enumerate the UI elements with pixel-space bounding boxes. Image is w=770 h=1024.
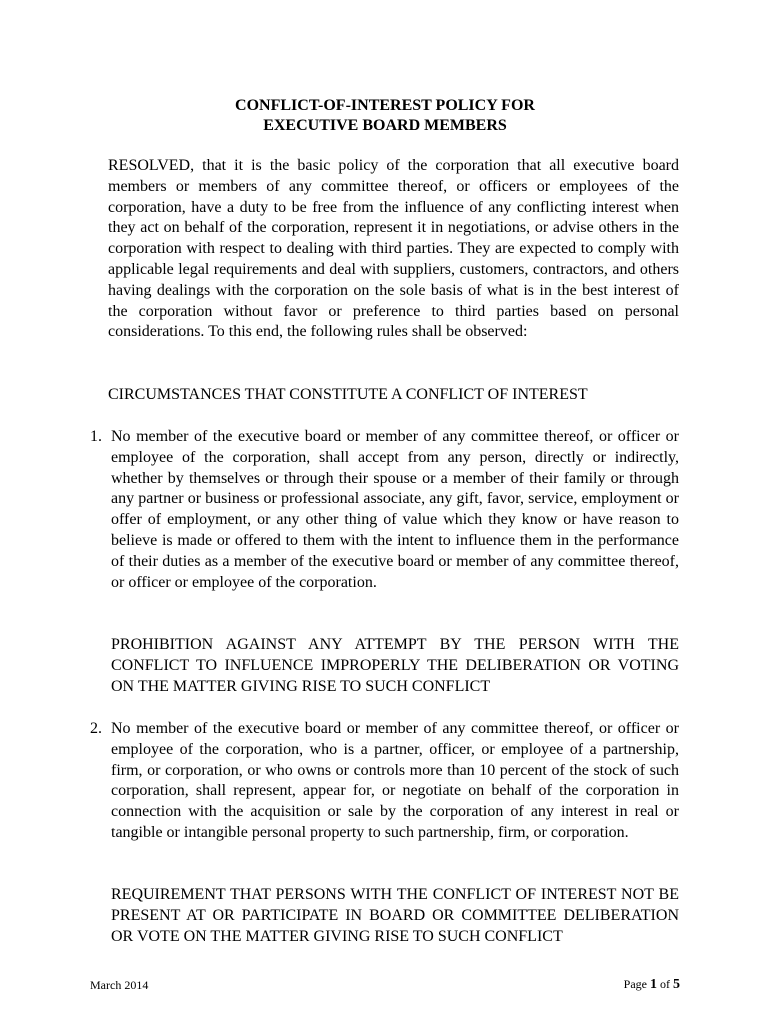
footer-page-number (560, 975, 680, 994)
footer-page-label: Page (623, 977, 647, 991)
footer-page-of: of (660, 977, 670, 991)
item-2-heading: REQUIREMENT THAT PERSONS WITH THE CONFLICT OF INTEREST NOT BE PRESENT AT OR PARTICIPATE IN BOARD OR COMMITTEE DELIBERATION OR VOTE ON THE MATTER GIVING RISE TO SUCH CONFLICT (111, 886, 679, 945)
footer-page-total: 5 (673, 977, 680, 992)
item-2-text: No member of the executive board or member of any committee thereof, or officer or employee of the corporation, who is a partner, officer, or employee of a partnership, firm, or corporation, or who owns or controls more than 10 percent of the stock of such corporation, shall represent, appear for, or negotiate on behalf of the corporation in connection with the acquisition or sale by the corporation of any interest in real or tangible or intangible personal property to such partnership, firm, or corporation. (111, 720, 679, 841)
item-2-number: 2. (90, 720, 102, 737)
item-1-heading: PROHIBITION AGAINST ANY ATTEMPT BY THE PERSON WITH THE CONFLICT TO INFLUENCE IMPROPERLY THE DELIBERATION OR VOTING ON THE MATTER GIVING RISE TO SUCH CONFLICT (111, 636, 679, 695)
section-heading: CIRCUMSTANCES THAT CONSTITUTE A CONFLICT OF INTEREST (108, 386, 588, 403)
item-1-number: 1. (90, 428, 102, 445)
item-1-text: No member of the executive board or member of any committee thereof, or officer or employee of the corporation, shall accept from any person, directly or indirectly, whether by themselves or through their spouse or a member of their family or through any partner or business or professional associate, any gift, favor, service, employment or offer of employment, or any other thing of value which they know or have reason to believe is made or offered to them with the intent to influence them in the performance of their duties as a member of the executive board or member of any committee thereof, or officer or employee of the corporation. (111, 428, 679, 591)
document-title-line-1: CONFLICT-OF-INTEREST POLICY FOR (235, 97, 535, 114)
footer-date: March 2014 (90, 978, 149, 992)
footer-page-current: 1 (650, 977, 657, 992)
document-title-line-2: EXECUTIVE BOARD MEMBERS (263, 117, 507, 134)
document-title (0, 96, 770, 136)
resolved-paragraph: RESOLVED, that it is the basic policy of the corporation that all executive board members or members of any committee thereof, or officers or employees of the corporation, have a duty to be free from the influence of any conflicting interest when they act on behalf of the corporation, represent it in negotiations, or advise others in the corporation with respect to dealing with third parties. They are expected to comply with applicable legal requirements and deal with suppliers, customers, contractors, and others having dealings with the corporation on the sole basis of what is in the best interest of the corporation without favor or preference to third parties based on personal considerations. To this end, the following rules shall be observed: (108, 157, 679, 341)
